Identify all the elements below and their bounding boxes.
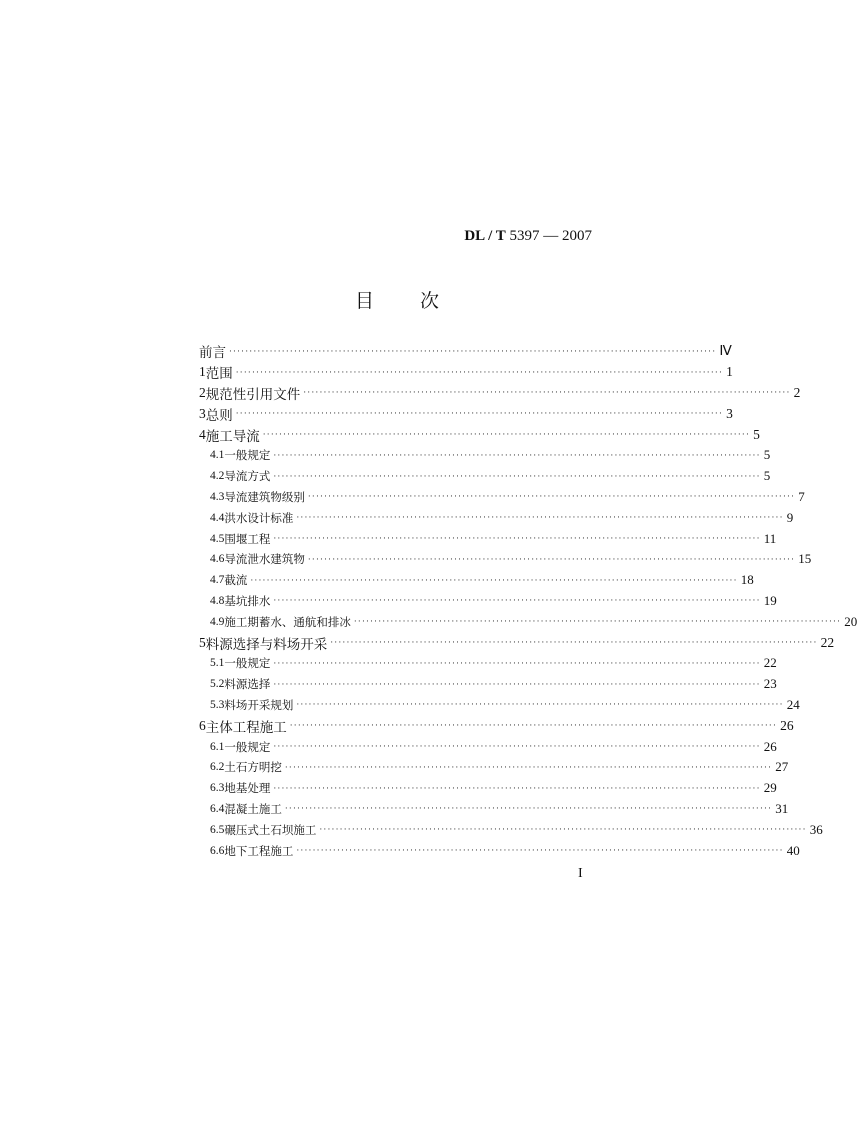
toc-entry-number: 4.1 [210, 449, 225, 462]
toc-entry-label: 基坑排水 [224, 593, 271, 608]
toc-entry-number: 6.6 [210, 844, 225, 857]
toc-entry-label: 一般规定 [224, 656, 271, 671]
toc-entry-number: 6.1 [210, 740, 225, 753]
toc-entry[interactable] [199, 840, 800, 861]
toc-dot-leader: ························································································································ [273, 658, 761, 669]
toc-entry-number: 4.8 [210, 594, 225, 607]
toc-dot-leader: ························································································································ [296, 513, 784, 524]
toc-entry-label: 规范性引用文件 [205, 386, 301, 403]
toc-entry-page: 31 [775, 800, 789, 816]
toc-entry-label: 地基处理 [224, 781, 271, 796]
toc-entry-number: 6.2 [210, 761, 225, 774]
toc-entry[interactable] [199, 778, 777, 799]
toc-entry-number: 6.4 [210, 802, 225, 815]
toc-entry-label: 截流 [224, 573, 248, 588]
toc-entry-number: 4.4 [210, 511, 225, 524]
toc-entry-page: 24 [786, 696, 800, 712]
toc-entry-number: 5.1 [210, 657, 225, 670]
toc-entry-label: 导流泄水建筑物 [224, 552, 305, 567]
toc-entry-number: 5.2 [210, 678, 225, 691]
toc-entry-label: 导流方式 [224, 469, 271, 484]
toc-entry-page: 29 [763, 780, 777, 796]
toc-dot-leader: ························································································································ [284, 762, 773, 773]
toc-entry[interactable] [199, 695, 800, 716]
toc-entry[interactable] [199, 591, 777, 612]
toc-entry[interactable] [199, 611, 857, 632]
toc-entry-page: 26 [780, 717, 794, 733]
toc-entry[interactable] [199, 341, 732, 362]
toc-entry-number: 6.3 [210, 782, 225, 795]
toc-dot-leader: ························································································································ [273, 783, 761, 794]
toc-entry[interactable] [199, 819, 823, 840]
toc-entry[interactable] [199, 674, 777, 695]
toc-entry-label: 范围 [205, 366, 233, 383]
toc-entry[interactable] [199, 487, 805, 508]
toc-entry-number: 6 [199, 717, 206, 733]
toc-entry-number: 6.5 [210, 823, 225, 836]
toc-entry-page: 19 [763, 592, 777, 608]
toc-entry-label: 地下工程施工 [224, 843, 294, 858]
toc-entry-number: 4.7 [210, 574, 225, 587]
toc-entry[interactable] [199, 507, 794, 528]
toc-entry-page: 26 [763, 738, 777, 754]
toc-entry-page: 9 [786, 509, 794, 525]
toc-entry-page: 18 [740, 572, 754, 588]
toc-entry[interactable] [199, 736, 777, 757]
toc-entry-number: 4.3 [210, 490, 225, 503]
toc-dot-leader: ························································································································ [235, 367, 724, 378]
toc-dot-leader: ························································································································ [250, 575, 738, 586]
toc-entry-label: 围堰工程 [224, 531, 271, 546]
toc-entry-number: 3 [199, 405, 206, 421]
toc-entry-page: 1 [726, 364, 733, 380]
toc-dot-leader: ························································································································ [273, 742, 761, 753]
toc-entry-page: 15 [798, 551, 812, 567]
toc-entry-page: 22 [820, 634, 835, 650]
toc-entry-page: 5 [753, 426, 760, 442]
toc-entry-label: 一般规定 [224, 739, 271, 754]
toc-entry[interactable] [199, 528, 777, 549]
toc-dot-leader: ························································································································ [229, 346, 717, 357]
toc-title-char-2: 次 [420, 290, 440, 312]
toc-entry-label: 料源选择与料场开采 [205, 636, 328, 653]
toc-entry[interactable] [199, 653, 777, 674]
toc-entry-label: 前言 [199, 345, 226, 362]
toc-entry-number: 4.2 [210, 470, 225, 483]
toc-entry[interactable] [199, 799, 789, 820]
toc-entry-label: 洪水设计标准 [224, 510, 294, 525]
toc-entry-page: 40 [786, 842, 800, 858]
toc-entry[interactable] [199, 570, 754, 591]
toc-entry[interactable] [199, 715, 794, 736]
toc-dot-leader: ························································································································ [273, 450, 761, 461]
toc-entry-number: 4.6 [210, 553, 225, 566]
toc-entry[interactable] [199, 466, 771, 487]
toc-dot-leader: ························································································································ [296, 846, 784, 857]
toc-entry[interactable] [199, 403, 733, 424]
table-of-contents [199, 341, 857, 861]
toc-dot-leader: ························································································································ [273, 534, 761, 545]
toc-entry-number: 2 [199, 384, 206, 400]
toc-entry[interactable] [199, 549, 812, 570]
document-code-number: 5397 — 2007 [505, 228, 592, 244]
toc-entry-label: 主体工程施工 [205, 719, 287, 736]
toc-entry-page: 27 [775, 759, 789, 775]
toc-entry-label: 土石方明挖 [224, 760, 282, 775]
toc-entry-number: 5 [199, 634, 206, 650]
toc-entry[interactable] [199, 362, 733, 383]
toc-dot-leader: ························································································································ [319, 825, 807, 836]
toc-entry-page: 3 [726, 405, 733, 421]
toc-entry-page: 20 [844, 613, 857, 629]
toc-entry-label: 料场开采规划 [224, 697, 294, 712]
toc-entry-label: 总则 [205, 407, 233, 424]
toc-entry-label: 料源选择 [224, 677, 271, 692]
toc-dot-leader: ························································································································ [307, 492, 796, 503]
toc-dot-leader: ························································································································ [262, 430, 751, 441]
toc-entry-label: 施工导流 [205, 428, 260, 445]
toc-dot-leader: ························································································································ [330, 638, 818, 649]
toc-title-char-1: 目 [354, 290, 374, 312]
toc-entry-page: 5 [763, 447, 771, 463]
toc-entry-page: 5 [763, 468, 771, 484]
toc-title [0, 286, 794, 313]
toc-dot-leader: ························································································································ [273, 596, 761, 607]
toc-entry-label: 一般规定 [224, 448, 271, 463]
toc-dot-leader: ························································································································ [307, 554, 796, 565]
toc-dot-leader: ························································································································ [289, 721, 778, 732]
page-number: I [578, 866, 583, 881]
toc-entry-number: 1 [199, 364, 206, 380]
toc-entry-label: 导流建筑物级别 [224, 489, 305, 504]
toc-entry-page: Ⅳ [719, 343, 732, 359]
toc-entry-number: 4 [199, 426, 206, 442]
toc-entry-label: 碾压式土石坝施工 [224, 822, 317, 837]
toc-dot-leader: ························································································································ [303, 388, 791, 399]
toc-dot-leader: ························································································································ [353, 617, 842, 628]
toc-entry-label: 混凝土施工 [224, 801, 282, 816]
toc-entry-page: 7 [798, 488, 805, 504]
toc-entry[interactable] [199, 424, 760, 445]
toc-entry[interactable] [199, 632, 835, 653]
toc-dot-leader: ························································································································ [273, 471, 761, 482]
toc-entry-page: 2 [793, 384, 801, 400]
toc-dot-leader: ························································································································ [284, 804, 773, 815]
toc-entry-page: 23 [763, 676, 777, 692]
document-code [464, 228, 592, 245]
toc-entry-number: 5.3 [210, 698, 225, 711]
toc-entry-number: 4.5 [210, 532, 225, 545]
toc-entry[interactable] [199, 445, 771, 466]
toc-entry-label: 施工期蓄水、通航和排冰 [224, 614, 351, 629]
toc-entry-page: 11 [763, 530, 777, 546]
toc-entry[interactable] [199, 383, 801, 404]
toc-entry-page: 36 [809, 821, 823, 837]
toc-dot-leader: ························································································································ [296, 700, 784, 711]
document-code-prefix: DL / T [464, 228, 506, 244]
toc-dot-leader: ························································································································ [273, 679, 761, 690]
toc-dot-leader: ························································································································ [235, 409, 724, 420]
toc-entry-page: 22 [763, 655, 777, 671]
toc-entry-number: 4.9 [210, 615, 225, 628]
toc-entry[interactable] [199, 757, 789, 778]
